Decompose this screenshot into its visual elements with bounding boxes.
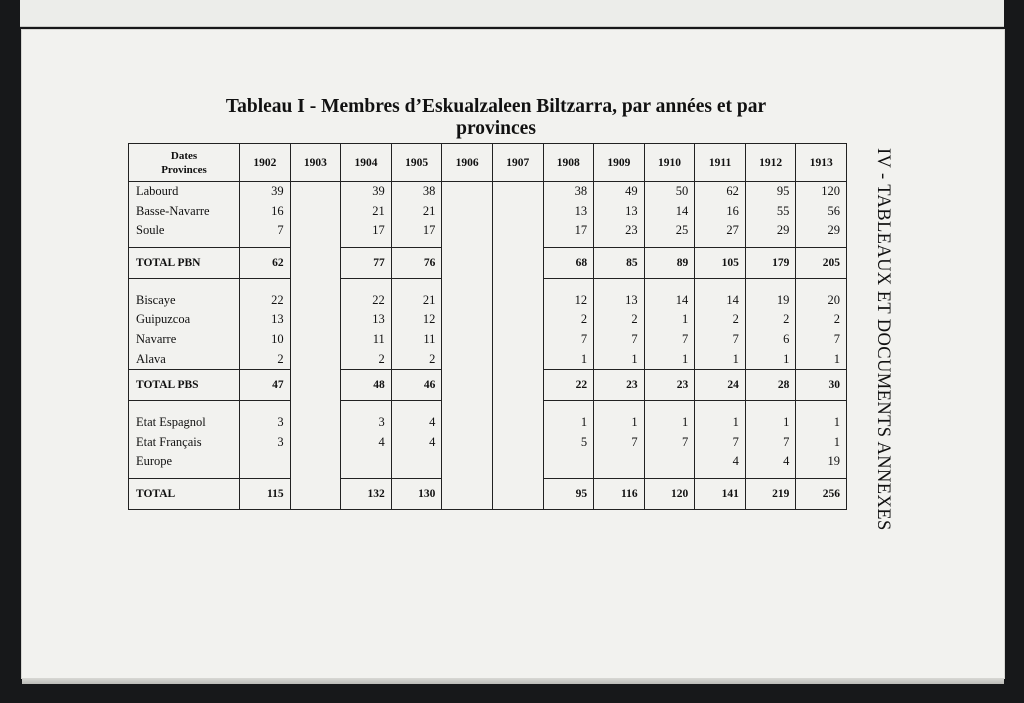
table-cell: 7 (240, 221, 291, 241)
table-cell: 2 (695, 310, 746, 330)
table-cell: 13 (594, 291, 645, 311)
table-cell: 3 (240, 413, 291, 433)
table-cell: 105 (695, 247, 746, 278)
corner-header-dates: Dates (170, 149, 198, 162)
table-cell: 50 (644, 182, 695, 202)
table-cell (492, 350, 543, 370)
table-cell: 11 (391, 330, 442, 350)
table-cell: 1 (644, 350, 695, 370)
table-cell: 23 (594, 370, 645, 401)
row-label: Biscaye (129, 291, 240, 311)
table-cell: 95 (543, 478, 594, 509)
row-label: Guipuzcoa (129, 310, 240, 330)
table-cell: 29 (745, 221, 796, 241)
table-cell: 23 (594, 221, 645, 241)
table-cell: 1 (745, 350, 796, 370)
table-row (129, 310, 847, 330)
table-cell (442, 350, 493, 370)
table-cell: 21 (391, 291, 442, 311)
table-cell: 7 (543, 330, 594, 350)
table-cell (442, 433, 493, 453)
table-cell (290, 221, 341, 241)
table-cell: 2 (745, 310, 796, 330)
table-row (129, 291, 847, 311)
year-header: 1910 (644, 144, 695, 182)
table-cell: 11 (341, 330, 392, 350)
table-cell: 85 (594, 247, 645, 278)
table-cell (442, 247, 493, 278)
table-row (129, 350, 847, 370)
table-cell: 115 (240, 478, 291, 509)
table-cell: 30 (796, 370, 847, 401)
table-cell: 22 (240, 291, 291, 311)
table-cell (290, 370, 341, 401)
table-cell: 12 (543, 291, 594, 311)
row-label: TOTAL PBN (129, 247, 240, 278)
table-cell (290, 202, 341, 222)
table-cell: 16 (240, 202, 291, 222)
table-cell: 76 (391, 247, 442, 278)
table-cell (442, 370, 493, 401)
table-cell: 4 (695, 452, 746, 472)
table-cell: 39 (341, 182, 392, 202)
table-cell (290, 478, 341, 509)
row-label: Soule (129, 221, 240, 241)
table-cell: 120 (796, 182, 847, 202)
table-row (129, 413, 847, 433)
table-title: Tableau I - Membres d’Eskualzaleen Biltzarra, par années et par provinces (225, 96, 767, 139)
table-cell (492, 247, 543, 278)
row-label: TOTAL (129, 478, 240, 509)
table-cell (290, 330, 341, 350)
table-cell: 3 (240, 433, 291, 453)
row-label: Etat Espagnol (129, 413, 240, 433)
table-cell: 1 (644, 310, 695, 330)
table-cell: 38 (391, 182, 442, 202)
table-cell: 5 (543, 433, 594, 453)
table-body (129, 182, 847, 510)
table-row (129, 433, 847, 453)
table-cell: 4 (341, 433, 392, 453)
table-cell: 20 (796, 291, 847, 311)
table-cell (492, 221, 543, 241)
table-cell: 39 (240, 182, 291, 202)
table-cell (442, 291, 493, 311)
table-cell: 7 (695, 433, 746, 453)
corner-header-cell (129, 144, 240, 182)
table-cell: 14 (644, 202, 695, 222)
table-cell: 62 (240, 247, 291, 278)
table-cell (290, 182, 341, 202)
table-cell: 4 (391, 413, 442, 433)
table-cell: 89 (644, 247, 695, 278)
year-header: 1911 (695, 144, 746, 182)
table-cell (290, 291, 341, 311)
table-row (129, 202, 847, 222)
table-cell: 2 (240, 350, 291, 370)
table-cell (341, 452, 392, 472)
table-cell (391, 452, 442, 472)
table-cell (240, 452, 291, 472)
table-cell: 2 (796, 310, 847, 330)
table-cell (492, 330, 543, 350)
table-cell: 55 (745, 202, 796, 222)
table-cell (492, 478, 543, 509)
row-label: Basse-Navarre (129, 202, 240, 222)
row-label: Alava (129, 350, 240, 370)
total-row (129, 478, 847, 509)
year-header: 1913 (796, 144, 847, 182)
table-cell: 132 (341, 478, 392, 509)
table-cell (492, 452, 543, 472)
year-header: 1906 (442, 144, 493, 182)
table-cell: 23 (644, 370, 695, 401)
table-cell: 205 (796, 247, 847, 278)
table-cell: 4 (391, 433, 442, 453)
table-cell (290, 433, 341, 453)
table-cell: 179 (745, 247, 796, 278)
year-header: 1908 (543, 144, 594, 182)
table-cell (442, 330, 493, 350)
year-header: 1904 (341, 144, 392, 182)
table-cell: 7 (594, 330, 645, 350)
table-cell: 13 (594, 202, 645, 222)
table-cell: 77 (341, 247, 392, 278)
table-cell: 7 (644, 330, 695, 350)
total-row (129, 247, 847, 278)
table-cell (492, 310, 543, 330)
table-cell: 17 (341, 221, 392, 241)
table-cell (543, 452, 594, 472)
table-cell: 7 (796, 330, 847, 350)
table-cell: 1 (796, 350, 847, 370)
table-cell: 22 (543, 370, 594, 401)
table-cell: 1 (594, 413, 645, 433)
table-row (129, 182, 847, 202)
table-cell: 1 (796, 413, 847, 433)
table-cell: 13 (240, 310, 291, 330)
table-cell (492, 182, 543, 202)
table-row (129, 221, 847, 241)
table-cell (644, 452, 695, 472)
table-cell (442, 310, 493, 330)
table-cell (290, 310, 341, 330)
year-header: 1907 (492, 144, 543, 182)
table-cell: 47 (240, 370, 291, 401)
row-label: Navarre (129, 330, 240, 350)
table-cell: 19 (745, 291, 796, 311)
table-cell: 10 (240, 330, 291, 350)
table-cell (442, 221, 493, 241)
table-row (129, 330, 847, 350)
table-cell: 7 (594, 433, 645, 453)
row-label: Etat Français (129, 433, 240, 453)
table-cell: 1 (543, 350, 594, 370)
table-cell (492, 202, 543, 222)
table-cell (492, 413, 543, 433)
table-cell: 12 (391, 310, 442, 330)
table-cell: 120 (644, 478, 695, 509)
table-cell: 1 (543, 413, 594, 433)
total-row (129, 370, 847, 401)
table-cell: 1 (695, 350, 746, 370)
table-cell: 4 (745, 452, 796, 472)
table-cell: 2 (391, 350, 442, 370)
table-cell: 13 (543, 202, 594, 222)
table-cell: 7 (695, 330, 746, 350)
table-cell: 14 (695, 291, 746, 311)
year-header: 1903 (290, 144, 341, 182)
table-cell: 3 (341, 413, 392, 433)
table-cell: 2 (341, 350, 392, 370)
table-cell: 25 (644, 221, 695, 241)
table-header-row (129, 144, 847, 182)
table-cell: 1 (594, 350, 645, 370)
table-cell: 16 (695, 202, 746, 222)
table-cell: 22 (341, 291, 392, 311)
table-cell (290, 452, 341, 472)
table-cell: 68 (543, 247, 594, 278)
table-cell: 24 (695, 370, 746, 401)
table-cell: 1 (644, 413, 695, 433)
table-cell (442, 413, 493, 433)
year-header: 1909 (594, 144, 645, 182)
row-label: TOTAL PBS (129, 370, 240, 401)
previous-page-edge (20, 0, 1004, 27)
table-cell: 49 (594, 182, 645, 202)
table-cell: 7 (644, 433, 695, 453)
table-cell (594, 452, 645, 472)
table-cell: 56 (796, 202, 847, 222)
table-cell: 219 (745, 478, 796, 509)
table-cell: 116 (594, 478, 645, 509)
table-cell: 1 (695, 413, 746, 433)
table-cell (492, 370, 543, 401)
corner-header-provinces: Provinces (161, 163, 207, 176)
table-cell (442, 478, 493, 509)
table-cell: 27 (695, 221, 746, 241)
table-cell: 2 (594, 310, 645, 330)
table-cell (290, 413, 341, 433)
table-cell: 62 (695, 182, 746, 202)
table-row (129, 452, 847, 472)
table-cell (492, 291, 543, 311)
table-cell: 38 (543, 182, 594, 202)
table-cell: 21 (341, 202, 392, 222)
table-cell: 21 (391, 202, 442, 222)
table-cell (290, 350, 341, 370)
year-header: 1902 (240, 144, 291, 182)
page-stack-edge (22, 678, 1004, 684)
table-cell: 141 (695, 478, 746, 509)
table-cell: 2 (543, 310, 594, 330)
table-cell (442, 452, 493, 472)
table-cell: 95 (745, 182, 796, 202)
table-cell (442, 202, 493, 222)
table-cell (290, 247, 341, 278)
table-cell: 7 (745, 433, 796, 453)
table-cell: 28 (745, 370, 796, 401)
row-label: Labourd (129, 182, 240, 202)
table-cell: 1 (745, 413, 796, 433)
table-cell: 14 (644, 291, 695, 311)
section-heading-vertical: IV - TABLEAUX ET DOCUMENTS ANNEXES (873, 148, 893, 531)
row-label: Europe (129, 452, 240, 472)
table-cell: 130 (391, 478, 442, 509)
table-cell: 29 (796, 221, 847, 241)
table-cell (492, 433, 543, 453)
table-cell: 256 (796, 478, 847, 509)
table-cell: 13 (341, 310, 392, 330)
year-header: 1905 (391, 144, 442, 182)
table-cell: 17 (543, 221, 594, 241)
membership-table (128, 143, 847, 510)
table-cell: 1 (796, 433, 847, 453)
table-cell: 17 (391, 221, 442, 241)
table-cell: 6 (745, 330, 796, 350)
table-cell: 46 (391, 370, 442, 401)
year-header: 1912 (745, 144, 796, 182)
table-cell: 19 (796, 452, 847, 472)
table-cell: 48 (341, 370, 392, 401)
table-cell (442, 182, 493, 202)
